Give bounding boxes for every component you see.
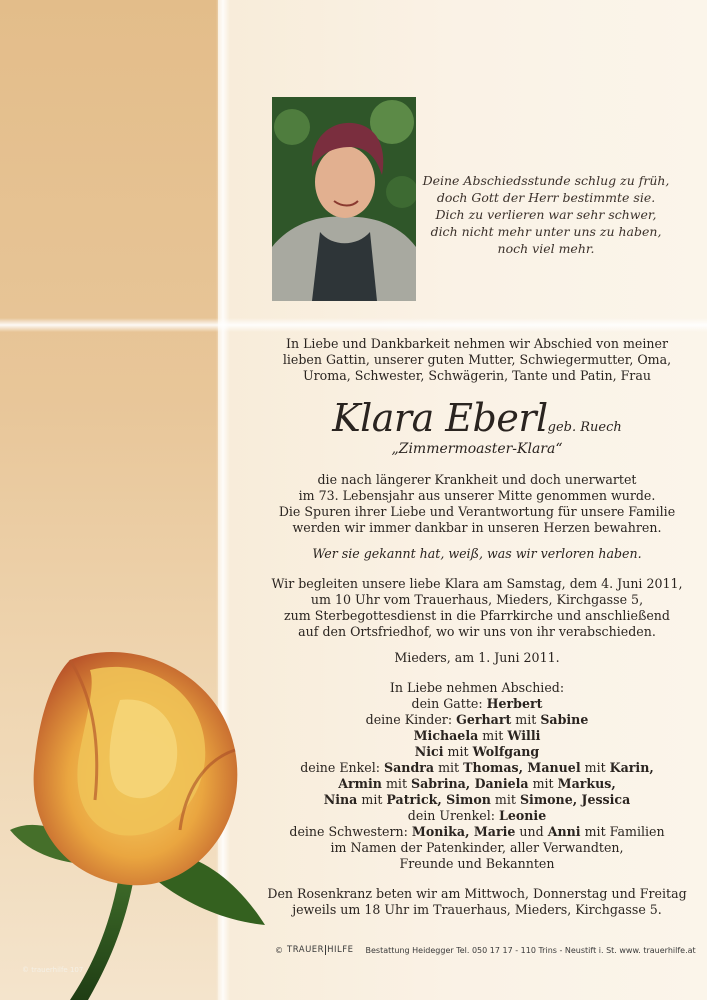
quote-line: Dich zu verlieren war sehr schwer, (435, 207, 657, 222)
corner-copyright: © trauerhilfe 107 (22, 966, 84, 974)
portrait-photo (272, 97, 416, 301)
funeral-line: Wir begleiten unsere liebe Klara am Samstag, dem 4. Juni 2011, (271, 576, 683, 591)
mourner-children: Nici mit Wolfgang (414, 744, 540, 759)
passing-line: die nach längerer Krankheit und doch unerwartet (317, 472, 637, 487)
mourner-friends: Freunde und Bekannten (399, 856, 555, 871)
memorial-quote (420, 172, 672, 257)
mourner-sisters: deine Schwestern: Monika, Marie und Anni mit Familien (289, 824, 665, 839)
deceased-name: Klara Eberl (332, 396, 548, 440)
intro-line: lieben Gattin, unserer guten Mutter, Schwiegermutter, Oma, (282, 352, 672, 367)
intro-line: Uroma, Schwester, Schwägerin, Tante und Patin, Frau (303, 368, 651, 383)
cross-horizontal-beam (0, 318, 707, 332)
mourner-great-grandchild: dein Urenkel: Leonie (407, 808, 547, 823)
funeral-line: auf den Ortsfriedhof, wo wir uns von ihr verabschieden. (298, 624, 656, 639)
rosary-line: Den Rosenkranz beten wir am Mittwoch, Donnerstag und Freitag (267, 886, 687, 901)
trauerhilfe-logo: TRAUER HILFE (287, 945, 354, 955)
quote-line: noch viel mehr. (497, 241, 595, 256)
rose-image (0, 640, 300, 1000)
mourner-grandchildren: deine Enkel: Sandra mit Thomas, Manuel mit Karin, (300, 760, 654, 775)
funeral-line: zum Sterbegottesdienst in die Pfarrkirche und anschließend (284, 608, 670, 623)
mourner-spouse: dein Gatte: Herbert (411, 696, 543, 711)
quote-line: Deine Abschiedsstunde schlug zu früh, (422, 173, 670, 188)
deceased-name-row (262, 396, 692, 440)
quote-line: dich nicht mehr unter uns zu haben, (430, 224, 662, 239)
intro-line: In Liebe und Dankbarkeit nehmen wir Abschied von meiner (285, 336, 668, 351)
place-date: Mieders, am 1. Juni 2011. (394, 650, 560, 665)
funeral-line: um 10 Uhr vom Trauerhaus, Mieders, Kirchgasse 5, (310, 592, 644, 607)
passing-line: werden wir immer dankbar in unseren Herzen bewahren. (292, 520, 662, 535)
passing-line: Die Spuren ihrer Liebe und Verantwortung für unsere Familie (278, 504, 676, 519)
nickname: „Zimmermoaster-Klara“ (391, 441, 563, 457)
obituary-text (262, 336, 692, 918)
mourner-grandchildren: Armin mit Sabrina, Daniela mit Markus, (338, 776, 616, 791)
motto: Wer sie gekannt hat, weiß, was wir verloren haben. (312, 546, 642, 561)
mourner-grandchildren: Nina mit Patrick, Simon mit Simone, Jessica (323, 792, 631, 807)
mourner-children: deine Kinder: Gerhart mit Sabine (365, 712, 589, 727)
mourner-godchildren: im Namen der Patenkinder, aller Verwandten, (330, 840, 624, 855)
passing-line: im 73. Lebensjahr aus unserer Mitte genommen wurde. (298, 488, 656, 503)
rosary-line: jeweils um 18 Uhr im Trauerhaus, Mieders, Kirchgasse 5. (292, 902, 662, 917)
quote-line: doch Gott der Herr bestimmte sie. (436, 190, 656, 205)
mourners-intro: In Liebe nehmen Abschied: (389, 680, 565, 695)
copyright-icon: © (275, 945, 283, 955)
birth-name: geb. Ruech (547, 420, 622, 435)
mourner-children: Michaela mit Willi (413, 728, 541, 743)
footer-contact: Bestattung Heidegger Tel. 050 17 17 - 110 Trins - Neustift i. St. www. trauerhilfe.at (365, 945, 696, 955)
footer (275, 945, 695, 955)
